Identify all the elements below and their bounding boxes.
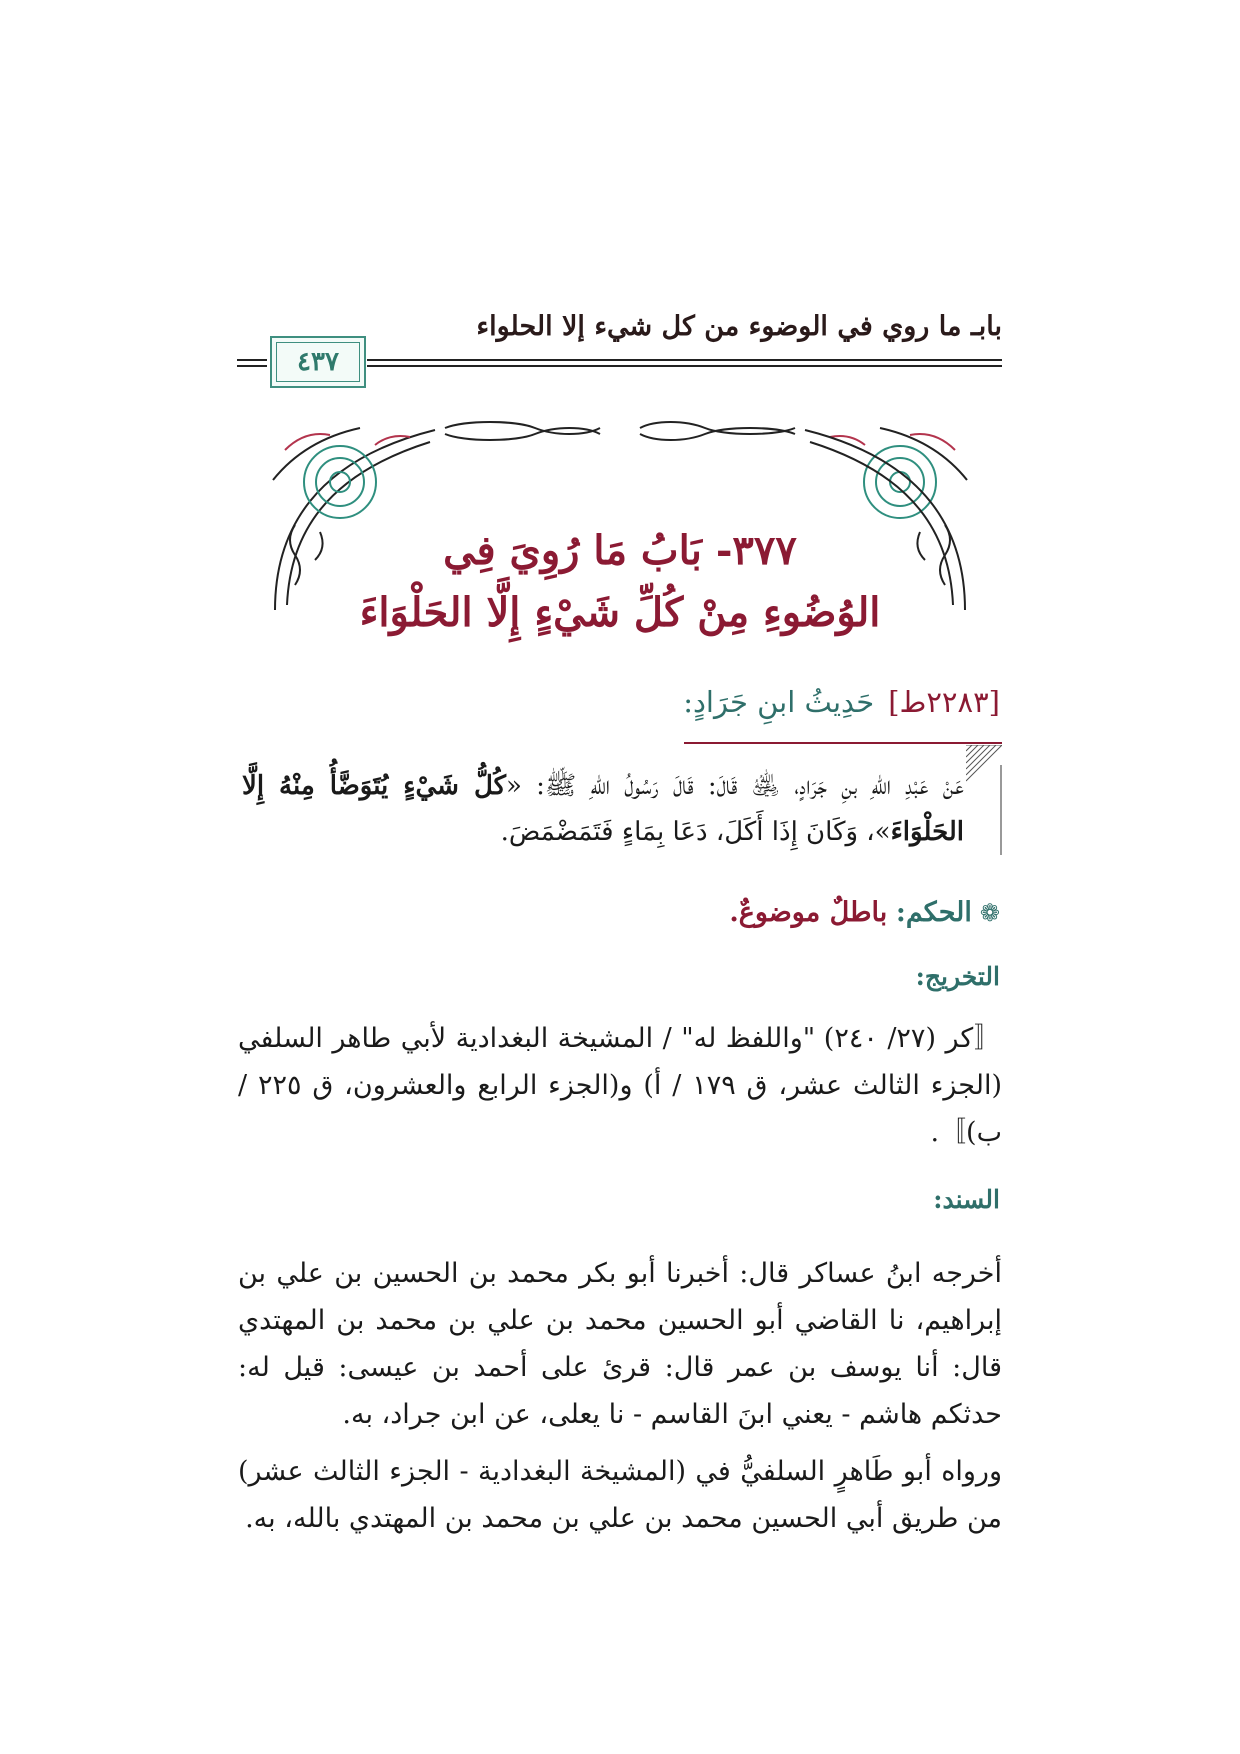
takhrij-text: 〚كر (٢٧/ ٢٤٠) "واللفظ له" / المشيخة البغدادية لأبي طاهر السلفي (الجزء الثالث عشر، ق ١٧٩ / أ) و(الجزء الرابع والعشرون، ق ٢٢٥ / ب)〛. (238, 1023, 1002, 1148)
chapter-title-line: الوُضُوءِ مِنْ كُلِّ شَيْءٍ إِلَّا الحَلْوَاءَ (359, 589, 881, 636)
takhrij-label: التخريج: (915, 962, 1000, 991)
hadith-text-box (240, 745, 1002, 860)
hadith-side-rule (1000, 765, 1002, 855)
header-rule (367, 365, 1002, 367)
header-rule (237, 359, 267, 361)
hadith-number: [٢٢٨٣ط] (888, 685, 1000, 719)
riwaya-text: ورواه أبو طَاهرٍ السلفيُّ في (المشيخة البغدادية - الجزء الثالث عشر) من طريق أبي الحسين محمد بن علي بن محمد بن المهتدي بالله، به. (238, 1456, 1002, 1534)
heading-underline (684, 742, 1002, 744)
sanad-label: السند: (933, 1185, 1000, 1214)
ruling-line (729, 897, 1000, 928)
ruling-label: الحكم: (895, 897, 972, 928)
flower-icon: ❁ (979, 899, 1000, 927)
sanad-text: أخرجه ابنُ عساكر قال: أخبرنا أبو بكر محمد بن الحسين بن علي بن إبراهيم، نا القاضي أبو الحسين محمد بن علي بن محمد بن المهتدي قال: أنا يوسف بن عمر قال: قرئ على أحمد بن عيسى: قيل له: حدثكم هاشم - يعني ابنَ القاسم - نا يعلى، عن ابن جراد، به. (238, 1258, 1002, 1430)
header-rule (367, 359, 1002, 361)
hadith-heading-text: حَدِيثُ ابنِ جَرَادٍ: (683, 685, 875, 719)
hadith-text-outro: »، وَكَانَ إِذَا أَكَلَ، دَعَا بِمَاءٍ فَتَمَضْمَضَ. (500, 817, 891, 847)
hadith-corner-ornament (966, 745, 1002, 785)
hadith-heading (683, 685, 1000, 719)
chapter-title (240, 520, 1000, 644)
header-rule (237, 365, 267, 367)
ruling-value: باطلٌ موضوعٌ. (729, 897, 888, 928)
page-number: ٤٣٧ (297, 347, 339, 377)
chapter-title-line: ٣٧٧- بَابُ مَا رُوِيَ فِي (443, 527, 797, 574)
hadith-text-intro: عَنْ عَبْدِ اللهِ بنِ جَرَادٍ، ﵁ قَالَ: قَالَ رَسُولُ اللهِ ﷺ: « (506, 771, 964, 801)
hadith-matn: كُلُّ شَيْءٍ يُتَوَضَّأُ مِنْهُ إِلَّا الحَلْوَاءَ (242, 771, 964, 847)
page-number-badge (270, 336, 366, 388)
hadith-text (242, 763, 964, 855)
running-header (237, 303, 1002, 377)
running-title: بابـ ما روي في الوضوء من كل شيء إلا الحلواء (476, 311, 1002, 342)
